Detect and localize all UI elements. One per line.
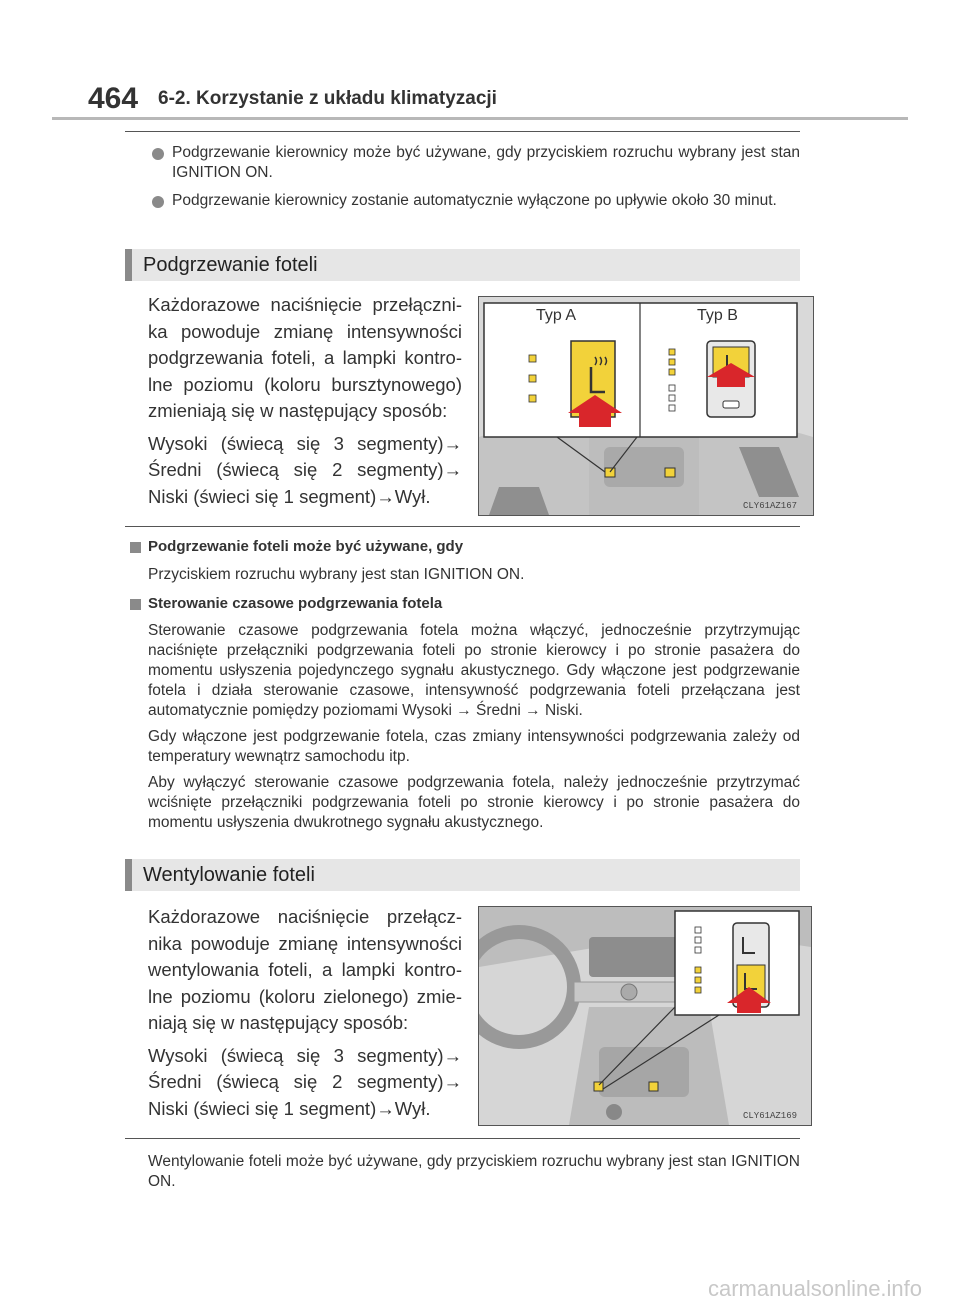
page-number: 464 [88, 82, 139, 115]
figure-label-type-b: Typ B [697, 307, 738, 324]
note-paragraph: Sterowanie czasowe podgrzewania fotela można włączyć, jednocześnie przytrzymując naciśnięte przełączniki podgrzewania foteli po stronie kierowcy i po stronie pasażera do momentu usłyszenia pojedynczego sygnału akustycznego. Gdy włączone jest podgrzewanie fotela i działa sterowanie czasowe, intensywność podgrzewania foteli przełączana jest automatycznie pomiędzy poziomami Wysoki → Średni → Niski. [148, 622, 800, 719]
note-body-usage [148, 565, 800, 591]
note-marker [130, 599, 141, 610]
bullet-marker [152, 148, 164, 160]
intro-bullet-2: Podgrzewanie kierownicy zostanie automatycznie wyłączone po upływie około 30 minut. [172, 192, 777, 209]
section-header-seat-ventilation [125, 859, 800, 891]
note-heading-usage: Podgrzewanie foteli może być używane, gdy [148, 538, 464, 555]
divider [125, 1138, 800, 1139]
section-accent [125, 249, 132, 281]
seat-ventilation-figure [478, 906, 812, 1126]
note-marker [130, 542, 141, 553]
seat-ventilation-levels: Wysoki (świecą się 3 segmenty)→ Średni (świecą się 2 segmenty)→ Niski (świeci się 1 segment)→Wył. [148, 1044, 462, 1119]
seat-heating-illustration [479, 297, 813, 515]
section-accent [125, 859, 132, 891]
figure-code: CLY61AZ169 [743, 1111, 798, 1121]
seat-heating-text [148, 292, 462, 510]
bullet-marker [152, 196, 164, 208]
note-paragraph: Przyciskiem rozruchu wybrany jest stan IGNITION ON. [148, 566, 525, 583]
note-body-timer [148, 621, 800, 839]
seat-ventilation-illustration [479, 907, 811, 1125]
figure-code: CLY61AZ167 [743, 501, 798, 511]
chapter-title: 6-2. Korzystanie z układu klimatyzacji [158, 88, 497, 109]
intro-bullet-1: Podgrzewanie kierownicy może być używane, gdy przyciskiem rozruchu wybrany jest stan IGNITION ON. [172, 144, 800, 181]
seat-heating-description: Każdorazowe naciśnięcie przełącznika powoduje zmianę intensywności podgrzewania foteli, a lampki kontrolne poziomu (koloru bursztynowego) zmieniają się w następujący sposób: [148, 294, 462, 421]
seat-heating-figure [478, 296, 814, 516]
seat-ventilation-note: Wentylowanie foteli może być używane, gdy przyciskiem rozruchu wybrany jest stan IGNITION ON. [148, 1153, 800, 1190]
note-heading-timer: Sterowanie czasowe podgrzewania fotela [148, 595, 443, 612]
section-header-seat-heating [125, 249, 800, 281]
seat-heating-levels: Wysoki (świecą się 3 segmenty)→ Średni (świecą się 2 segmenty)→ Niski (świeci się 1 segment)→Wył. [148, 432, 462, 507]
divider [125, 526, 800, 527]
seat-ventilation-text [148, 904, 462, 1122]
header-rule [52, 117, 908, 120]
figure-label-type-a: Typ A [536, 307, 577, 324]
seat-ventilation-description: Każdorazowe naciśnięcie przełącznika powoduje zmianę intensywności wentylowania foteli, a lampki kontrolne poziomu (koloru zielonego) zmieniają się w następujący sposób: [148, 906, 462, 1033]
divider [125, 131, 800, 132]
section-title: Wentylowanie foteli [143, 864, 315, 886]
watermark: carmanualsonline.info [708, 1276, 923, 1301]
note-paragraph: Aby wyłączyć sterowanie czasowe podgrzewania fotela, należy jednocześnie przytrzymać wciśnięte przełączniki podgrzewania foteli po stronie kierowcy i po stronie pasażera do momentu usłyszenia dwukrotnego sygnału akustycznego. [148, 774, 800, 831]
note-paragraph: Gdy włączone jest podgrzewanie fotela, czas zmiany intensywności podgrzewania zależy od temperatury wewnątrz samochodu itp. [148, 728, 800, 765]
section-title: Podgrzewanie foteli [143, 254, 318, 276]
